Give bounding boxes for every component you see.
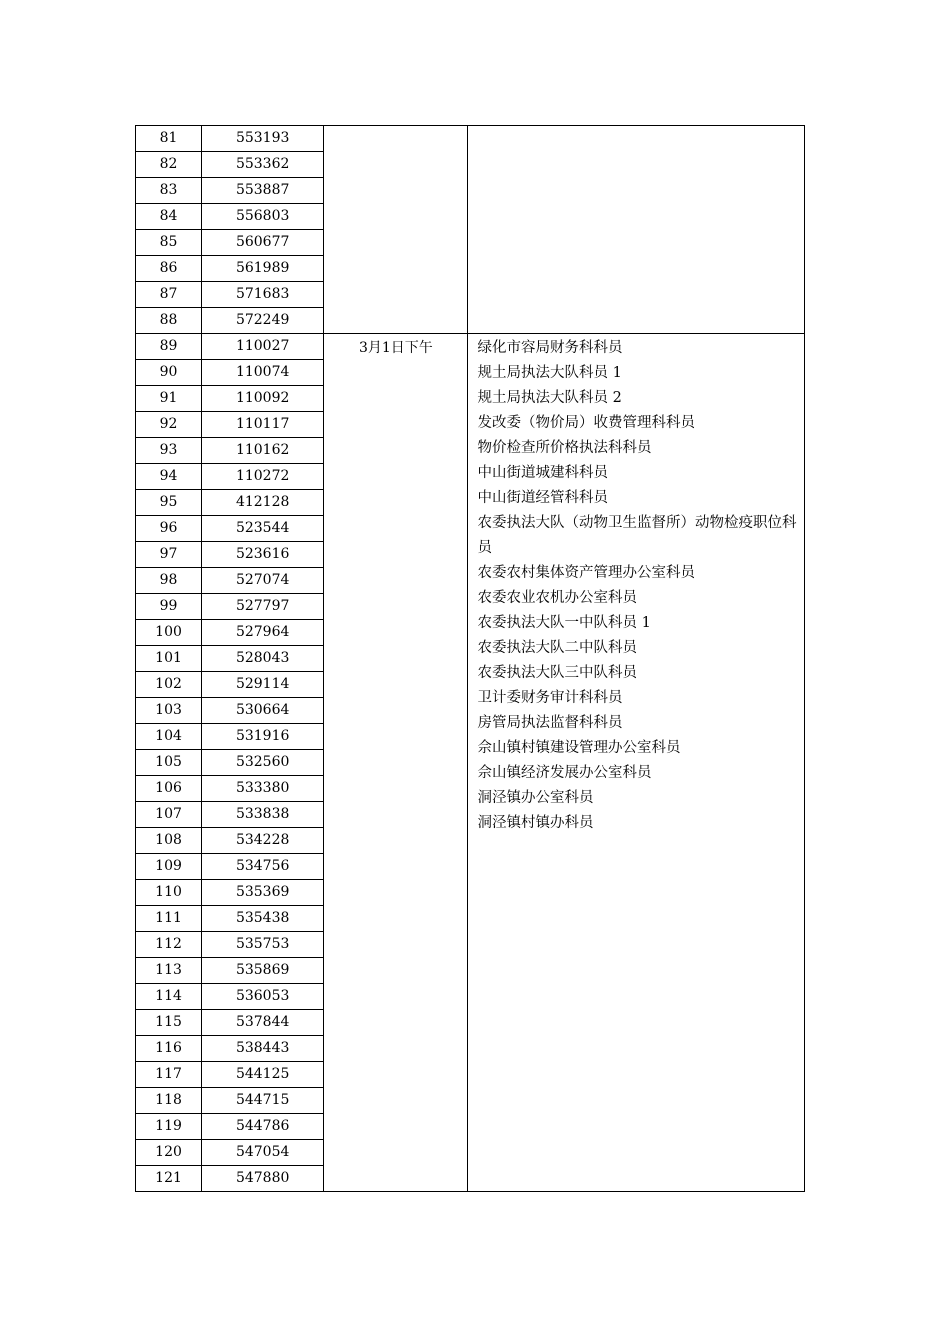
candidate-id-cell: 110117 [202, 412, 324, 438]
candidate-id-cell: 527074 [202, 568, 324, 594]
candidate-id-cell: 544125 [202, 1062, 324, 1088]
candidate-id-cell: 553362 [202, 152, 324, 178]
seq-cell: 81 [136, 126, 202, 152]
candidate-id-cell: 537844 [202, 1010, 324, 1036]
seq-cell: 92 [136, 412, 202, 438]
candidate-id-cell: 571683 [202, 282, 324, 308]
candidate-id-cell: 553193 [202, 126, 324, 152]
seq-cell: 117 [136, 1062, 202, 1088]
position-item: 卫计委财务审计科科员 [477, 690, 623, 706]
seq-cell: 86 [136, 256, 202, 282]
candidate-id-cell: 531916 [202, 724, 324, 750]
position-item: 发改委（物价局）收费管理科科员 [477, 415, 695, 431]
time-cell-group2 [324, 334, 468, 1192]
candidate-id-cell: 110074 [202, 360, 324, 386]
candidate-id-cell: 560677 [202, 230, 324, 256]
seq-cell: 91 [136, 386, 202, 412]
position-item: 中山街道城建科科员 [477, 465, 608, 481]
seq-cell: 95 [136, 490, 202, 516]
seq-cell: 111 [136, 906, 202, 932]
position-item: 佘山镇经济发展办公室科员 [477, 765, 652, 781]
seq-cell: 82 [136, 152, 202, 178]
candidate-id-cell: 532560 [202, 750, 324, 776]
position-item: 规土局执法大队科员 2 [477, 390, 622, 406]
seq-cell: 106 [136, 776, 202, 802]
seq-cell: 108 [136, 828, 202, 854]
interview-schedule-table [135, 125, 805, 1192]
seq-cell: 97 [136, 542, 202, 568]
seq-cell: 87 [136, 282, 202, 308]
candidate-id-cell: 544715 [202, 1088, 324, 1114]
time-cell-group1 [324, 126, 468, 334]
seq-cell: 119 [136, 1114, 202, 1140]
seq-cell: 90 [136, 360, 202, 386]
candidate-id-cell: 534756 [202, 854, 324, 880]
position-item: 农委执法大队二中队科员 [477, 640, 637, 656]
candidate-id-cell: 523616 [202, 542, 324, 568]
seq-cell: 114 [136, 984, 202, 1010]
candidate-id-cell: 110272 [202, 464, 324, 490]
candidate-id-cell: 536053 [202, 984, 324, 1010]
candidate-id-cell: 535369 [202, 880, 324, 906]
position-item: 佘山镇村镇建设管理办公室科员 [477, 740, 681, 756]
seq-cell: 85 [136, 230, 202, 256]
position-item: 农委农村集体资产管理办公室科员 [477, 565, 695, 581]
interview-time: 3月1日下午 [358, 340, 433, 356]
candidate-id-cell: 530664 [202, 698, 324, 724]
seq-cell: 84 [136, 204, 202, 230]
seq-cell: 102 [136, 672, 202, 698]
seq-cell: 93 [136, 438, 202, 464]
candidate-id-cell: 527964 [202, 620, 324, 646]
position-item: 中山街道经管科科员 [477, 490, 608, 506]
position-item: 绿化市容局财务科科员 [477, 340, 623, 356]
seq-cell: 112 [136, 932, 202, 958]
position-item: 农委执法大队一中队科员 1 [477, 615, 651, 631]
position-item: 农委执法大队（动物卫生监督所）动物检疫职位科员 [477, 515, 797, 556]
seq-cell: 100 [136, 620, 202, 646]
seq-cell: 121 [136, 1166, 202, 1192]
candidate-id-cell: 535869 [202, 958, 324, 984]
seq-cell: 98 [136, 568, 202, 594]
position-item: 洞泾镇村镇办科员 [477, 815, 594, 831]
seq-cell: 107 [136, 802, 202, 828]
seq-cell: 115 [136, 1010, 202, 1036]
table-row [136, 334, 805, 360]
candidate-id-cell: 529114 [202, 672, 324, 698]
position-item: 农委农业农机办公室科员 [477, 590, 637, 606]
position-item: 洞泾镇办公室科员 [477, 790, 594, 806]
candidate-id-cell: 533380 [202, 776, 324, 802]
positions-cell-group1 [468, 126, 805, 334]
candidate-id-cell: 523544 [202, 516, 324, 542]
candidate-id-cell: 547054 [202, 1140, 324, 1166]
positions-cell-group2 [468, 334, 805, 1192]
candidate-id-cell: 561989 [202, 256, 324, 282]
schedule-table-body [136, 126, 805, 1192]
candidate-id-cell: 547880 [202, 1166, 324, 1192]
table-row [136, 126, 805, 152]
candidate-id-cell: 110027 [202, 334, 324, 360]
candidate-id-cell: 556803 [202, 204, 324, 230]
candidate-id-cell: 412128 [202, 490, 324, 516]
seq-cell: 99 [136, 594, 202, 620]
seq-cell: 105 [136, 750, 202, 776]
position-item: 房管局执法监督科科员 [477, 715, 623, 731]
candidate-id-cell: 544786 [202, 1114, 324, 1140]
seq-cell: 120 [136, 1140, 202, 1166]
candidate-id-cell: 527797 [202, 594, 324, 620]
seq-cell: 110 [136, 880, 202, 906]
seq-cell: 101 [136, 646, 202, 672]
candidate-id-cell: 528043 [202, 646, 324, 672]
candidate-id-cell: 553887 [202, 178, 324, 204]
candidate-id-cell: 538443 [202, 1036, 324, 1062]
candidate-id-cell: 534228 [202, 828, 324, 854]
candidate-id-cell: 110162 [202, 438, 324, 464]
candidate-id-cell: 535753 [202, 932, 324, 958]
seq-cell: 94 [136, 464, 202, 490]
candidate-id-cell: 535438 [202, 906, 324, 932]
position-item: 农委执法大队三中队科员 [477, 665, 637, 681]
position-item: 物价检查所价格执法科科员 [477, 440, 652, 456]
seq-cell: 116 [136, 1036, 202, 1062]
candidate-id-cell: 110092 [202, 386, 324, 412]
seq-cell: 89 [136, 334, 202, 360]
position-item: 规土局执法大队科员 1 [477, 365, 622, 381]
seq-cell: 104 [136, 724, 202, 750]
seq-cell: 96 [136, 516, 202, 542]
seq-cell: 109 [136, 854, 202, 880]
seq-cell: 103 [136, 698, 202, 724]
seq-cell: 88 [136, 308, 202, 334]
seq-cell: 118 [136, 1088, 202, 1114]
position-list [468, 334, 804, 836]
candidate-id-cell: 572249 [202, 308, 324, 334]
seq-cell: 83 [136, 178, 202, 204]
candidate-id-cell: 533838 [202, 802, 324, 828]
seq-cell: 113 [136, 958, 202, 984]
